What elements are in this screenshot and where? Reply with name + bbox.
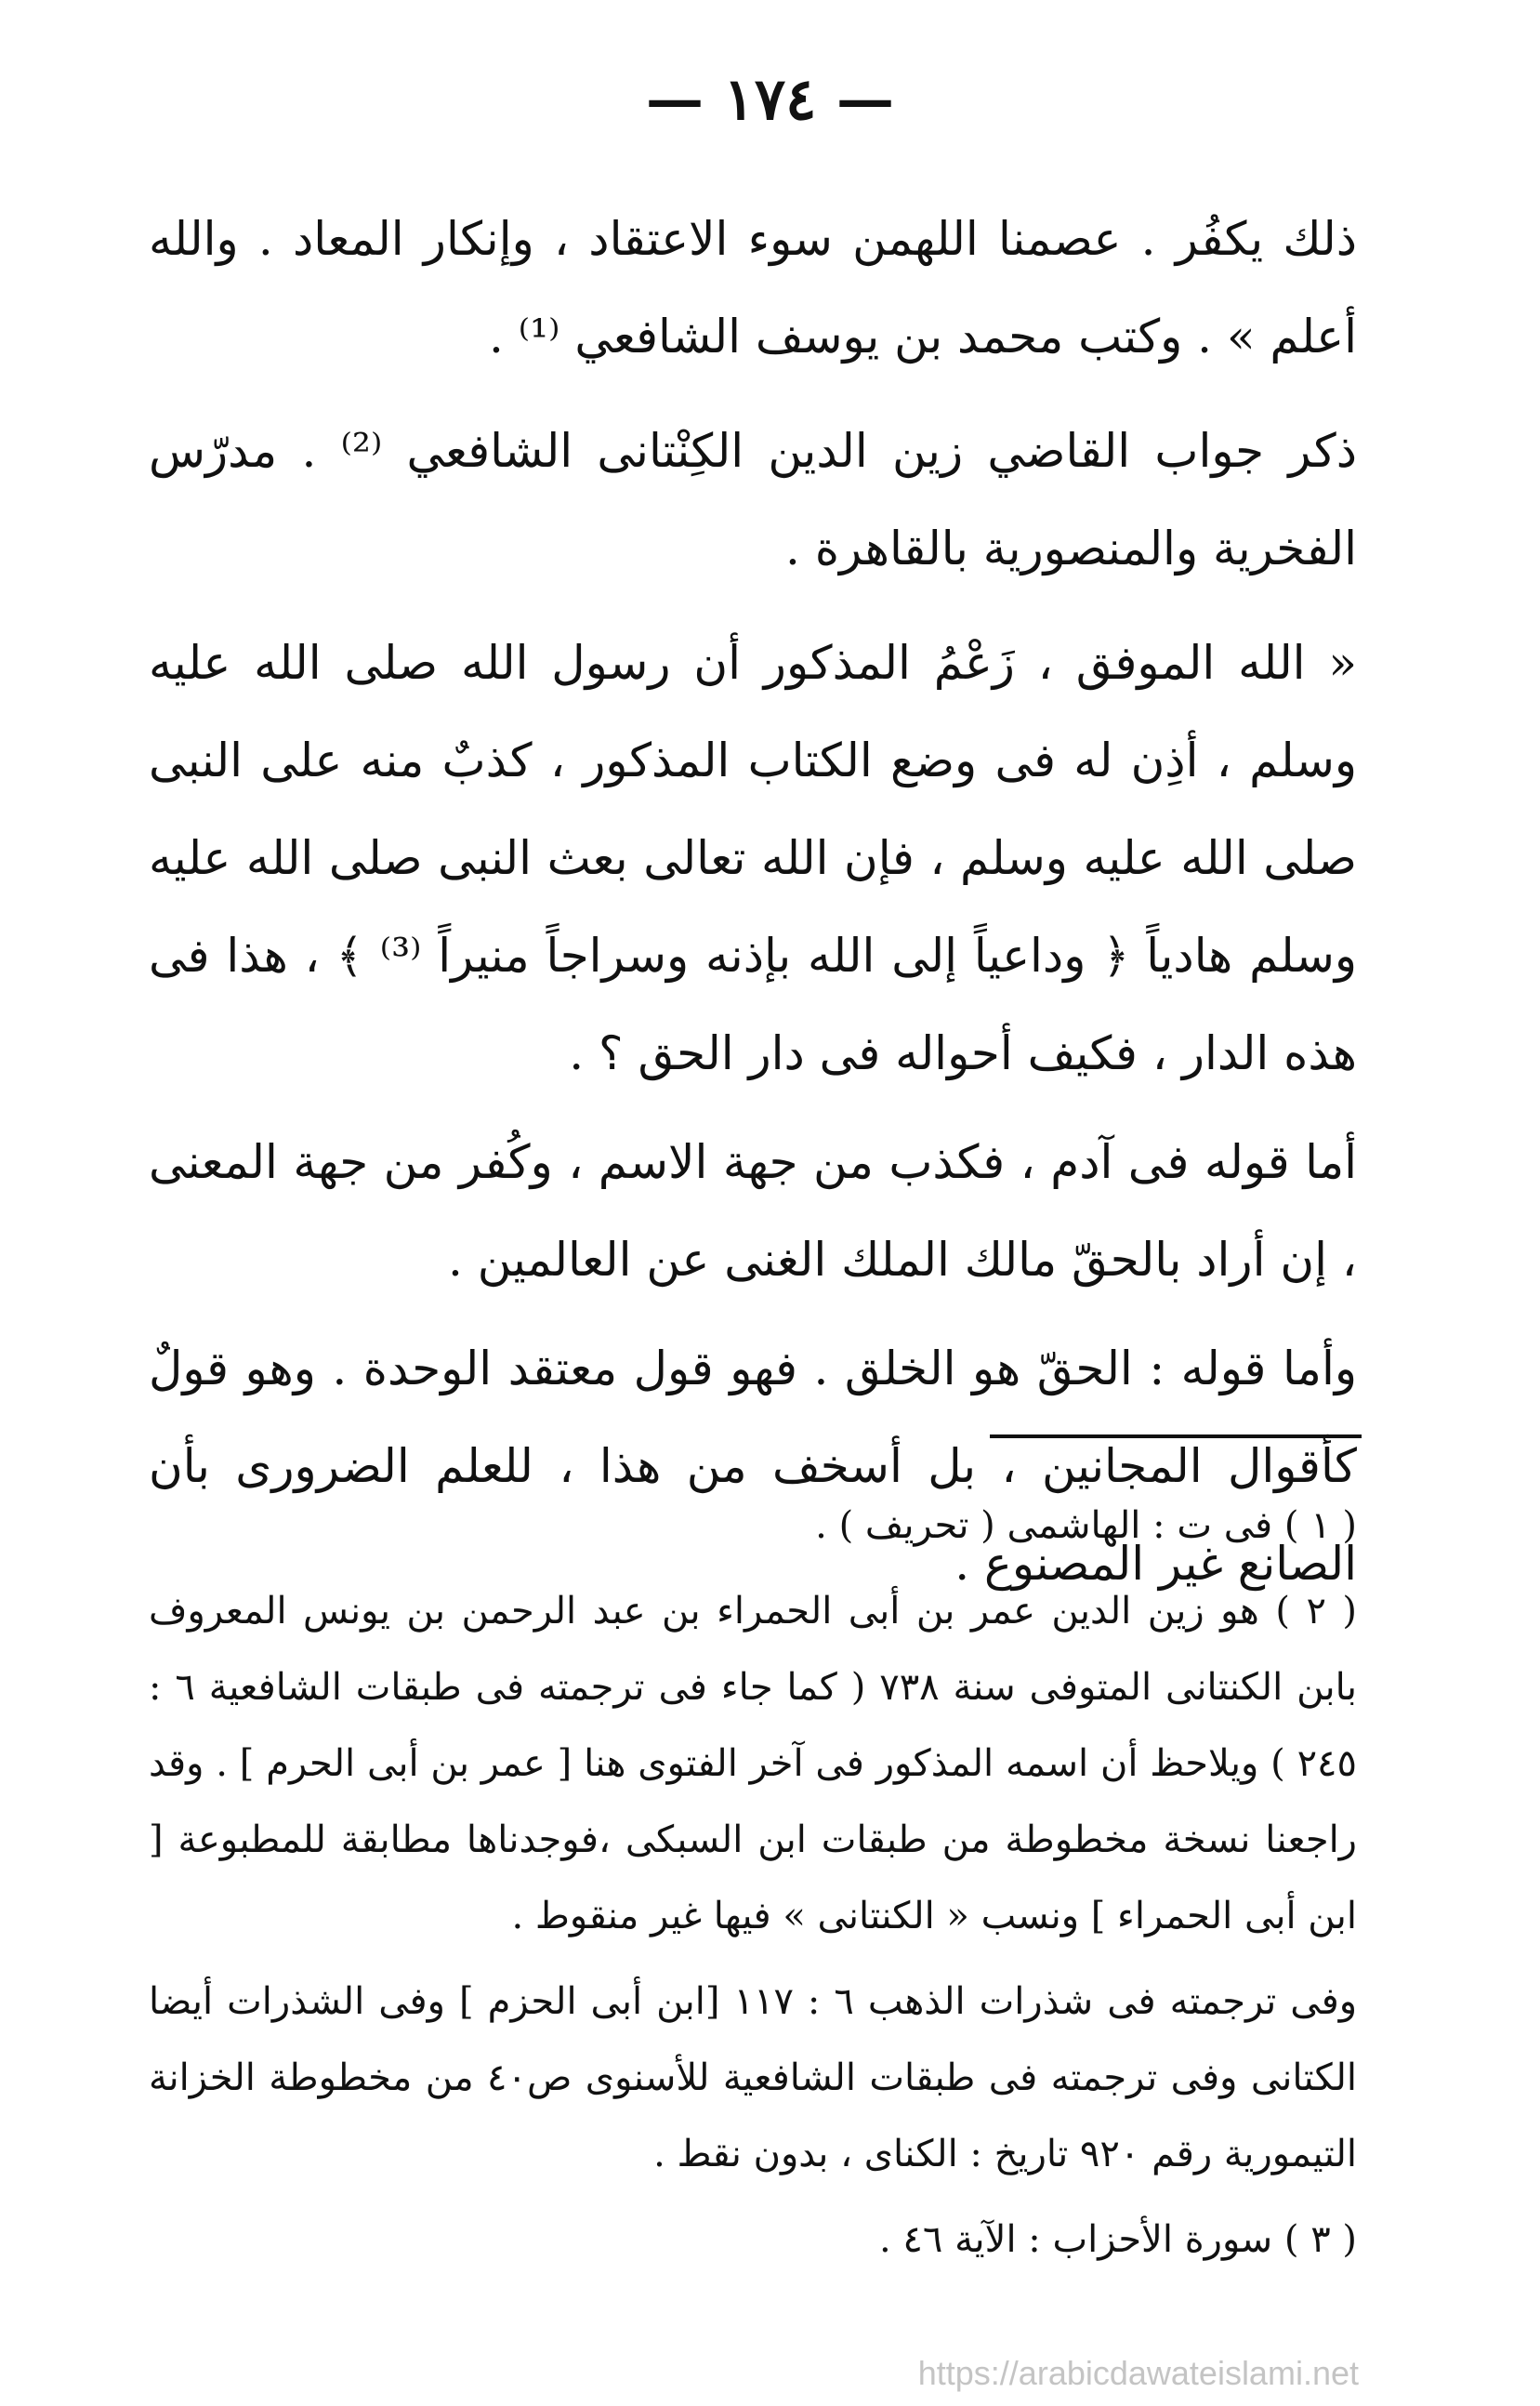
paragraph: أما قوله فى آدم ، فكذب من جهة الاسم ، وكُفر من جهة المعنى ، إن أراد بالحقّ مالك الملك الغنى عن العالمين . bbox=[149, 1135, 1357, 1287]
footnote: وفى ترجمته فى شذرات الذهب ٦ : ١١٧ [ابن أبى الحزم ] وفى الشذرات أيضا الكتانى وفى ترجمته فى طبقات الشافعية للأسنوى ص٤٠ من مخطوطة الخزانة التيمورية رقم ٩٢٠ تاريخ : الكناى ، بدون نقط . bbox=[149, 1980, 1358, 2175]
main-text bbox=[149, 191, 1357, 1624]
paragraph: وأما قوله : الحقّ هو الخلق . فهو قول معتقد الوحدة . وهو قولٌ كأقوال المجانين ، بل أسخف من هذا ، للعلم الضرورى بأن الصانع غير المصنوع . bbox=[149, 1342, 1357, 1591]
paragraph: ذكر جواب القاضي زين الدين الكِنْتانى الشافعي ⁽²⁾ . مدرّس الفخرية والمنصورية بالقاهرة . bbox=[149, 424, 1357, 575]
page-number: — ١٧٤ — bbox=[645, 65, 895, 133]
footnote-divider bbox=[990, 1434, 1362, 1438]
footnote: ( ١ ) فى ت : الهاشمى ( تحريف ) . bbox=[815, 1504, 1357, 1547]
watermark-url: https://arabicdawateislami.net bbox=[917, 2354, 1359, 2392]
footnotes bbox=[149, 1487, 1357, 2287]
footnote: ( ٣ ) سورة الأحزاب : الآية ٤٦ . bbox=[878, 2218, 1357, 2261]
paragraph: « الله الموفق ، زَعْمُ المذكور أن رسول الله صلى الله عليه وسلم ، أذِن له فى وضع الكتاب المذكور ، كذبٌ منه على النبى صلى الله عليه وسلم ، فإن الله تعالى بعث النبى صلى الله عليه وسلم هادياً ﴿ وداعياً إلى الله بإذنه وسراجاً منيراً ⁽³⁾ ﴾ ، هذا فى هذه الدار ، فكيف أحواله فى دار الحق ؟ . bbox=[149, 636, 1357, 1080]
footnote: ( ٢ ) هو زين الدين عمر بن أبى الحمراء بن عبد الرحمن بن يونس المعروف بابن الكنتانى المتوفى سنة ٧٣٨ ( كما جاء فى ترجمته فى طبقات الشافعية ٦ : ٢٤٥ ) ويلاحظ أن اسمه المذكور فى آخر الفتوى هنا [ عمر بن أبى الحرم ] . وقد راجعنا نسخة مخطوطة من طبقات ابن السبكى ،فوجدناها مطابقة للمطبوعة [ ابن أبى الحمراء ] ونسب « الكنتانى » فيها غير منقوط . bbox=[149, 1590, 1358, 1937]
paragraph: ذلك يكفُر . عصمنا اللهمن سوء الاعتقاد ، وإنكار المعاد . والله أعلم » . وكتب محمد بن يوسف الشافعي ⁽¹⁾ . bbox=[149, 212, 1357, 364]
